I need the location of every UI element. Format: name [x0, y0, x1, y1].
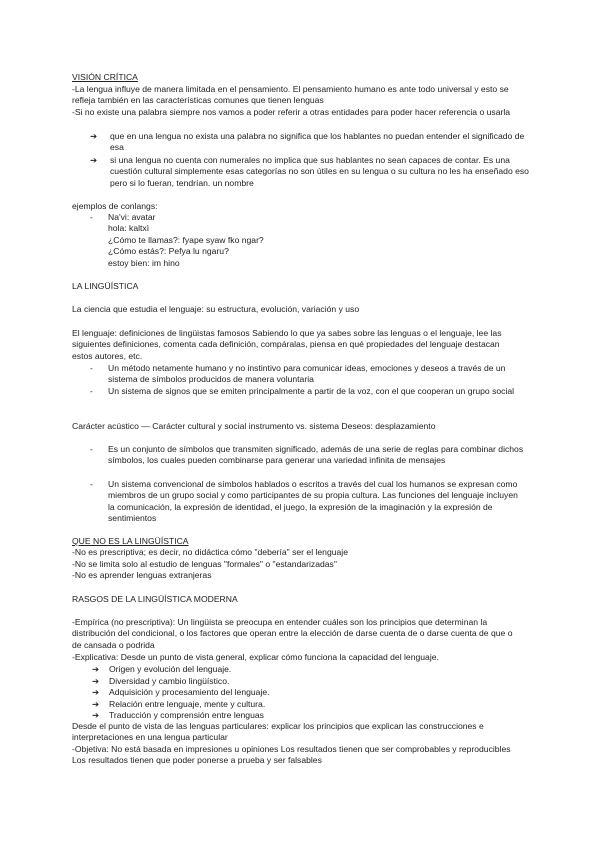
explicativa-item-text: Adquisición y procesamiento del lenguaje. — [109, 687, 270, 697]
definition-text: Es un conjunto de símbolos que transmiten significado, además de una serie de reglas para combinar dichos símbolos, los cuales pueden combinarse para generar una variedad infinita de mensajes — [108, 444, 524, 466]
conlang-line: Na'vi: avatar — [108, 212, 156, 222]
arrow-icon: ➔ — [92, 664, 100, 674]
paragraph-vision-1: -La lengua influye de manera limitada en el pensamiento. El pensamiento humano es ante todo universal y esto se refleja también en las características comunes que tienen lenguas — [72, 84, 509, 106]
dash-bullet: - — [90, 212, 93, 222]
section-title-vision-critica: VISIÓN CRÍTICA — [72, 72, 138, 82]
arrow-icon: ➔ — [90, 155, 98, 165]
explicativa-item-text: Traducción y comprensión entre lenguas — [109, 710, 264, 720]
arrow-icon: ➔ — [92, 676, 100, 686]
caracter-line: Carácter acústico — Carácter cultural y social instrumento vs. sistema Deseos: desplazamiento — [72, 421, 436, 431]
dash-bullet: - — [90, 363, 93, 373]
rasgos-empirica: -Empírica (no prescriptiva): Un lingüista se preocupa en entender cuáles son los principios que determinan la distribución del condicional, o los factores que operan entre la elección de darse cuenta de o darse cuenta de que o de cansada o podrida — [72, 617, 513, 650]
arrow-icon: ➔ — [90, 131, 98, 141]
conlang-line: ¿Cómo te llamas?: fyape syaw fko ngar? — [108, 234, 264, 245]
section-title-que-no-es: QUE NO ES LA LINGÜÍSTICA — [72, 536, 189, 546]
arrow-icon: ➔ — [92, 687, 100, 697]
linguistica-intro: El lenguaje: definiciones de lingüistas famosos Sabiendo lo que ya sabes sobre las lenguas o el lenguaje, lee las siguientes definiciones, comenta cada definición, compáralas, piensa en qué propiedades del lenguaje destacan estos autores, etc. — [72, 328, 502, 361]
arrow-icon: ➔ — [92, 710, 100, 720]
explicativa-item-text: Relación entre lenguaje, mente y cultura. — [109, 699, 266, 709]
que-no-es-item: -No es prescriptiva; es decir, no didáctica cómo "debería" ser el lenguaje — [72, 547, 348, 557]
conlang-line: estoy bien: im hino — [108, 257, 180, 268]
definition-text: Un sistema convencional de símbolos hablados o escritos a través del cual los humanos se expresan como miembros de un grupo social y como participantes de su propia cultura. Las funciones del lenguaje incluyen la comunicación, la expresión de identidad, el juego, la expresión de la imaginación y la expresión de sentimientos — [108, 479, 518, 524]
rasgos-particulares: Desde el punto de vista de las lenguas particulares: explicar los principios que explican las construcciones e interpretaciones en una lengua particular — [72, 721, 484, 743]
arrow-icon: ➔ — [92, 699, 100, 709]
dash-bullet: - — [90, 479, 93, 489]
conlang-line: hola: kaltxì — [108, 223, 150, 234]
que-no-es-item: -No es aprender lenguas extranjeras — [72, 570, 212, 580]
dash-bullet: - — [90, 444, 93, 454]
rasgos-objetiva: -Objetiva: No está basada en impresiones u opiniones Los resultados tienen que ser comprobables y reproducibles Los resultados tienen que poder ponerse a prueba y ser falsables — [72, 744, 511, 766]
conlang-line: ¿Cómo estás?: Pefya lu ngaru? — [108, 246, 229, 257]
arrow-item-text: que en una lengua no exista una palabra no significa que los hablantes no puedan entender el significado de esa — [110, 131, 525, 153]
section-title-linguistica: LA LINGÜÍSTICA — [72, 281, 139, 291]
rasgos-explicativa: -Explicativa: Desde un punto de vista general, explicar cómo funciona la capacidad del lenguaje. — [72, 652, 439, 662]
que-no-es-item: -No se limita solo al estudio de lenguas "formales" o "estandarizadas" — [72, 559, 337, 569]
linguistica-definition: La ciencia que estudia el lenguaje: su estructura, evolución, variación y uso — [72, 304, 360, 314]
conlangs-title: ejemplos de conlangs: — [72, 201, 158, 211]
explicativa-item-text: Diversidad y cambio lingüístico. — [109, 676, 230, 686]
paragraph-vision-2: -Si no existe una palabra siempre nos vamos a poder referir a otras entidades para poder hacer referencia o usarla — [72, 107, 511, 117]
definition-text: Un sistema de signos que se emiten principalmente a partir de la voz, con el que cooperan un grupo social — [108, 386, 515, 396]
arrow-item-text: si una lengua no cuenta con numerales no implica que sus hablantes no sean capaces de contar. Es una cuestión cultural simplemente esas categorías no son útiles en su lengua o su cultura no les ha enseñado eso pero si lo fueran, tendrían. un nombre — [110, 155, 529, 188]
definition-text: Un método netamente humano y no instintivo para comunicar ideas, emociones y deseos a través de un sistema de símbolos producidos de manera voluntaria — [108, 363, 506, 385]
dash-bullet: - — [90, 386, 93, 396]
explicativa-item-text: Origen y evolución del lenguaje. — [109, 664, 232, 674]
section-title-rasgos: RASGOS DE LA LINGÜÍSTICA MODERNA — [72, 594, 238, 604]
